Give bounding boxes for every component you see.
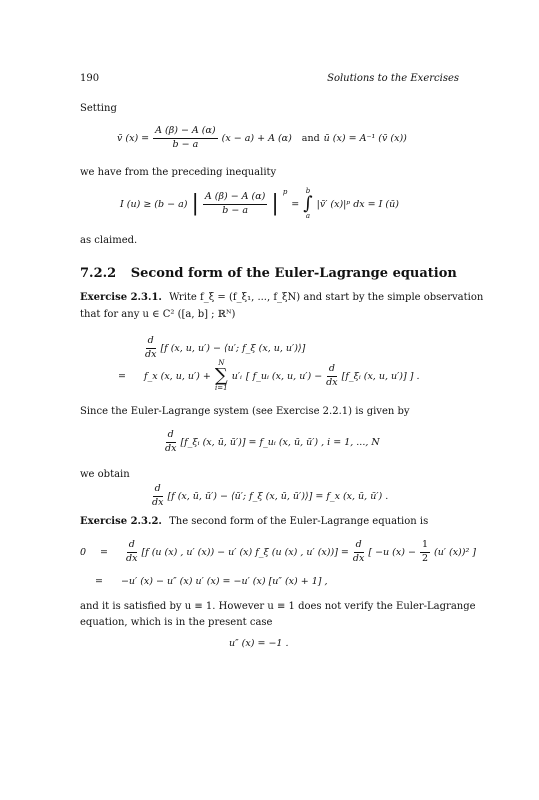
eq3-d: d: [146, 336, 156, 349]
section-number: 7.2.2: [80, 266, 117, 281]
text-we-obtain: we obtain: [80, 469, 130, 480]
eq3-dx: dx: [145, 348, 157, 360]
eq4-sum-top: N: [218, 359, 225, 367]
page-number: 190: [80, 73, 100, 84]
equation-expansion: [118, 360, 419, 392]
eq5-ddx: [165, 430, 176, 455]
eq2-int-bot: a: [305, 212, 311, 220]
eq4-dx: dx: [326, 376, 338, 388]
eq2-equals: =: [291, 198, 300, 210]
eq6-ddx: [152, 484, 163, 509]
eq7-bracket-start: [ −u (x) −: [368, 546, 416, 558]
eq7-bracket-end: (u′ (x))² ]: [433, 546, 476, 558]
exercise-2-3-2-line: [80, 516, 428, 527]
eq7-body: [f (u (x) , u′ (x)) − u′ (x) f_ξ (u (x) , u′ (x))] =: [141, 546, 349, 558]
equation-second-form-result: [152, 484, 388, 509]
eq7-dx2: dx: [352, 552, 365, 564]
exercise-2-3-1-line2: that for any u ∈ C² ([a, b] ; ℝᴺ): [80, 309, 236, 320]
eq2-integrand: |v̄′ (x)|ᵖ dx = I (ū): [316, 198, 399, 210]
section-title: Second form of the Euler-Lagrange equation: [130, 266, 457, 281]
eq1-fraction: [153, 126, 218, 151]
eq2-lhs: I (u) ≥ (b − a): [120, 198, 188, 210]
abs-bar-left: |: [191, 191, 199, 216]
eq7-half-num: 1: [420, 540, 430, 553]
text-euler-lagrange-system: Since the Euler-Lagrange system (see Exercise 2.2.1) is given by: [80, 406, 410, 417]
eq5-d: d: [166, 430, 176, 443]
equation-v-bar: [117, 126, 407, 151]
equation-final: u″ (x) = −1 .: [229, 638, 289, 649]
eq7-dx: dx: [126, 552, 138, 564]
eq2-int-top: b: [305, 187, 311, 195]
eq4-d: d: [327, 364, 337, 377]
eq3-ddx: [145, 336, 156, 361]
eq4-sum: [215, 360, 228, 392]
eq6-d: d: [153, 484, 163, 497]
eq7-zero: 0: [80, 546, 87, 558]
eq4-term1: u′ᵢ: [231, 370, 242, 382]
abs-bar-right: |: [271, 191, 279, 216]
eq4-equals: =: [118, 370, 126, 382]
eq2-power: p: [282, 188, 288, 196]
eq6-dx: dx: [152, 496, 164, 508]
exercise-2-3-2-text: The second form of the Euler-Lagrange equation is: [169, 516, 429, 527]
integral-sign: ∫: [303, 193, 313, 214]
text-preceding-inequality: we have from the preceding inequality: [80, 167, 277, 178]
eq3-body: [f (x, u, u′) − ⟨u′; f_ξ (x, u, u′)⟩]: [160, 342, 306, 354]
eq2-frac-den: b − a: [222, 204, 249, 216]
eq7-ddx: [126, 540, 137, 565]
eq1-second: ū (x) = A⁻¹ (v̄ (x)): [323, 132, 407, 144]
eq7-equals: =: [100, 546, 109, 558]
eq2-fraction: [203, 192, 268, 217]
eq4-sum-bot: i=1: [214, 384, 228, 392]
eq7-d: d: [127, 540, 137, 553]
setting-label: Setting: [80, 103, 117, 114]
text-satisfied-line1: and it is satisfied by u ≡ 1. However u ≡ 1 does not verify the Euler-Lagrange: [80, 601, 476, 612]
eq1-rhs: (x − a) + A (α): [221, 132, 292, 144]
eq6-body: [f (x, ū, ū′) − ⟨ū′; f_ξ (x, ū, ū′)⟩] = f_x (x, ū, ū′) .: [167, 490, 389, 502]
equation-simplified: [80, 576, 328, 587]
eq5-dx: dx: [165, 442, 177, 454]
equation-derivative-lhs: [145, 336, 305, 361]
equation-euler-lagrange: [165, 430, 380, 455]
eq7-d2: d: [354, 540, 364, 553]
eq2-frac-num: A (β) − A (α): [203, 192, 268, 205]
eq4-ddx: [326, 364, 337, 389]
running-title: Solutions to the Exercises: [327, 73, 459, 84]
eq7-half: [420, 540, 430, 565]
sum-sign: ∑: [214, 365, 228, 386]
eq8-body: −u′ (x) − u″ (x) u′ (x) = −u′ (x) [u″ (x) + 1] ,: [120, 576, 328, 587]
eq1-frac-num: A (β) − A (α): [153, 126, 218, 139]
eq5-body: [f_ξᵢ (x, ū, ū′)] = f_uᵢ (x, ū, ū′) , i = 1, ..., N: [180, 436, 380, 448]
equation-second-form-specific: [80, 540, 476, 565]
eq7-half-den: 2: [421, 552, 428, 564]
exercise-2-3-1-line1: [80, 292, 483, 303]
section-heading: [80, 266, 457, 281]
text-satisfied-line2: equation, which is in the present case: [80, 617, 273, 628]
eq4-start: f_x (x, u, u′) +: [143, 370, 211, 382]
exercise-2-3-2-label: Exercise 2.3.2.: [80, 516, 162, 527]
eq8-equals: =: [95, 576, 103, 587]
exercise-2-3-1-text-a: Write f_ξ = (f_ξ₁, ..., f_ξN) and start by the simple observation: [169, 292, 484, 303]
eq4-bracket: [ f_uᵢ (x, u, u′) −: [245, 370, 323, 382]
exercise-2-3-1-label: Exercise 2.3.1.: [80, 292, 162, 303]
text-as-claimed: as claimed.: [80, 235, 138, 246]
eq1-lhs: v̄ (x) =: [117, 132, 150, 144]
eq2-integral: [303, 188, 312, 220]
equation-inequality: [120, 188, 399, 220]
eq7-ddx-2: [353, 540, 364, 565]
eq4-inner: [f_ξᵢ (x, u, u′)] ] .: [341, 370, 420, 382]
eq1-frac-den: b − a: [172, 138, 199, 150]
eq1-and: and: [301, 132, 320, 144]
